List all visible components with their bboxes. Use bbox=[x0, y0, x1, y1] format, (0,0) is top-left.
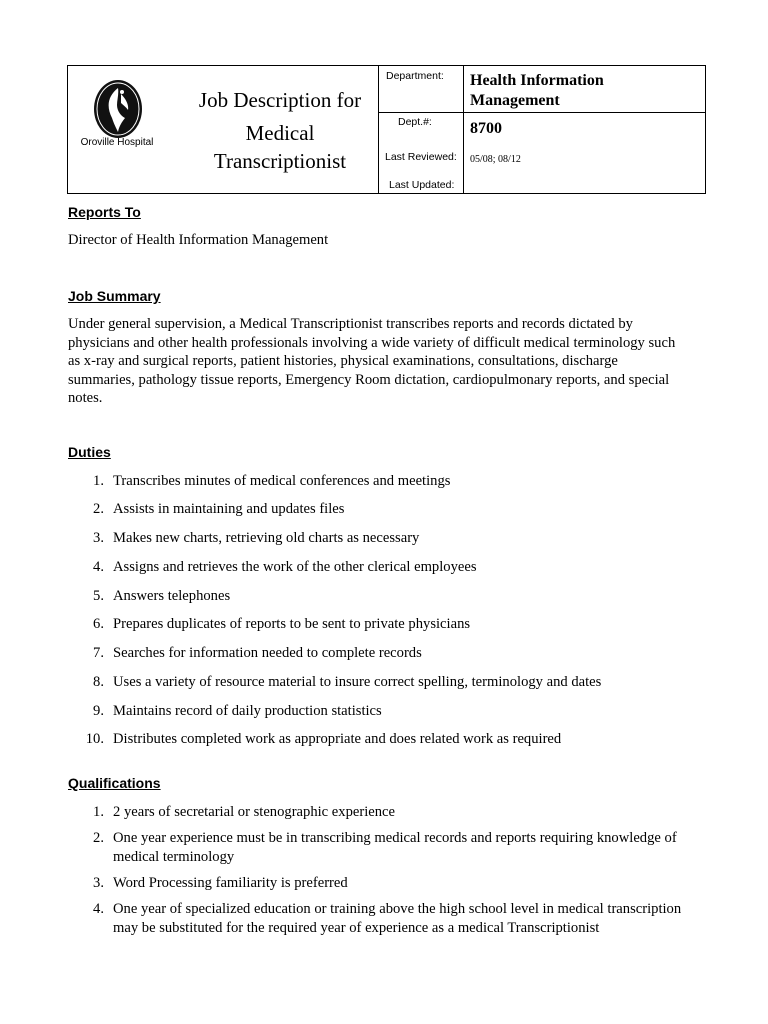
doc-title-line-2: Medical bbox=[245, 121, 315, 145]
last-reviewed-value: 05/08; 08/12 bbox=[470, 154, 521, 165]
reports-to-text: Director of Health Information Management bbox=[68, 232, 329, 248]
list-item-number: 4. bbox=[93, 559, 104, 575]
doc-title-line-1: Job Description for bbox=[198, 88, 362, 112]
list-item-text: Transcribes minutes of medical conferences and meetings bbox=[113, 473, 451, 489]
last-updated-label: Last Updated: bbox=[389, 179, 455, 191]
list-item-text: Makes new charts, retrieving old charts as necessary bbox=[113, 530, 420, 546]
department-value-line-1: Health Information bbox=[470, 72, 604, 89]
list-item-number: 7. bbox=[93, 645, 104, 661]
list-item-number: 5. bbox=[93, 588, 104, 604]
job-summary-line: physicians and other health professionals involving a wide variety of difficult medical terminology such bbox=[68, 334, 676, 351]
list-item-text: Maintains record of daily production statistics bbox=[113, 703, 382, 719]
header-table bbox=[67, 65, 706, 194]
duties-heading: Duties bbox=[68, 444, 111, 460]
list-item-text: One year of specialized education or training above the high school level in medical transcription bbox=[113, 901, 682, 917]
dept-num-label: Dept.#: bbox=[398, 116, 432, 128]
qualifications-heading: Qualifications bbox=[68, 775, 161, 791]
list-item-text: Assists in maintaining and updates files bbox=[113, 501, 345, 517]
hospital-logo-icon bbox=[92, 78, 144, 140]
list-item-number: 4. bbox=[93, 901, 104, 917]
list-item-number: 3. bbox=[93, 875, 104, 891]
list-item-text: Searches for information needed to complete records bbox=[113, 645, 422, 661]
list-item-text: One year experience must be in transcribing medical records and reports requiring knowledge of bbox=[113, 830, 677, 846]
job-summary-line: notes. bbox=[68, 390, 103, 406]
list-item-text: may be substituted for the required year of experience as a medical Transcriptionist bbox=[113, 919, 600, 936]
job-summary-line: as x-ray and surgical reports, patient histories, physical examinations, consultations, discharge bbox=[68, 353, 618, 369]
list-item-number: 8. bbox=[93, 674, 104, 690]
doc-title-line-3: Transcriptionist bbox=[213, 149, 347, 173]
list-item-text: Prepares duplicates of reports to be sent to private physicians bbox=[113, 616, 471, 632]
department-label: Department: bbox=[386, 70, 444, 82]
list-item-number: 9. bbox=[93, 703, 104, 719]
job-summary-line: summaries, pathology tissue reports, Emergency Room dictation, cardiopulmonary reports, and special bbox=[68, 371, 670, 388]
list-item-number: 2. bbox=[93, 501, 104, 517]
list-item-number: 10. bbox=[85, 731, 104, 747]
list-item-text: Distributes completed work as appropriate and does related work as required bbox=[113, 731, 562, 747]
reports-to-heading: Reports To bbox=[68, 204, 141, 220]
job-summary-line: Under general supervision, a Medical Transcriptionist transcribes reports and records dictated by bbox=[68, 316, 633, 332]
list-item-text: Answers telephones bbox=[113, 588, 231, 604]
list-item-number: 2. bbox=[93, 830, 104, 846]
list-item-text: Uses a variety of resource material to insure correct spelling, terminology and dates bbox=[113, 674, 602, 690]
logo-text: Oroville Hospital bbox=[80, 137, 154, 148]
last-reviewed-label: Last Reviewed: bbox=[385, 151, 457, 163]
list-item-number: 1. bbox=[93, 804, 104, 820]
dept-num-value: 8700 bbox=[470, 120, 502, 137]
list-item-text: Assigns and retrieves the work of the other clerical employees bbox=[113, 559, 477, 575]
list-item-text: Word Processing familiarity is preferred bbox=[113, 875, 348, 891]
list-item-number: 3. bbox=[93, 530, 104, 546]
list-item-text: 2 years of secretarial or stenographic experience bbox=[113, 804, 395, 820]
list-item-number: 6. bbox=[93, 616, 104, 632]
department-value-line-2: Management bbox=[470, 92, 560, 109]
job-summary-heading: Job Summary bbox=[68, 288, 161, 304]
list-item-text: medical terminology bbox=[113, 848, 235, 865]
list-item-number: 1. bbox=[93, 473, 104, 489]
